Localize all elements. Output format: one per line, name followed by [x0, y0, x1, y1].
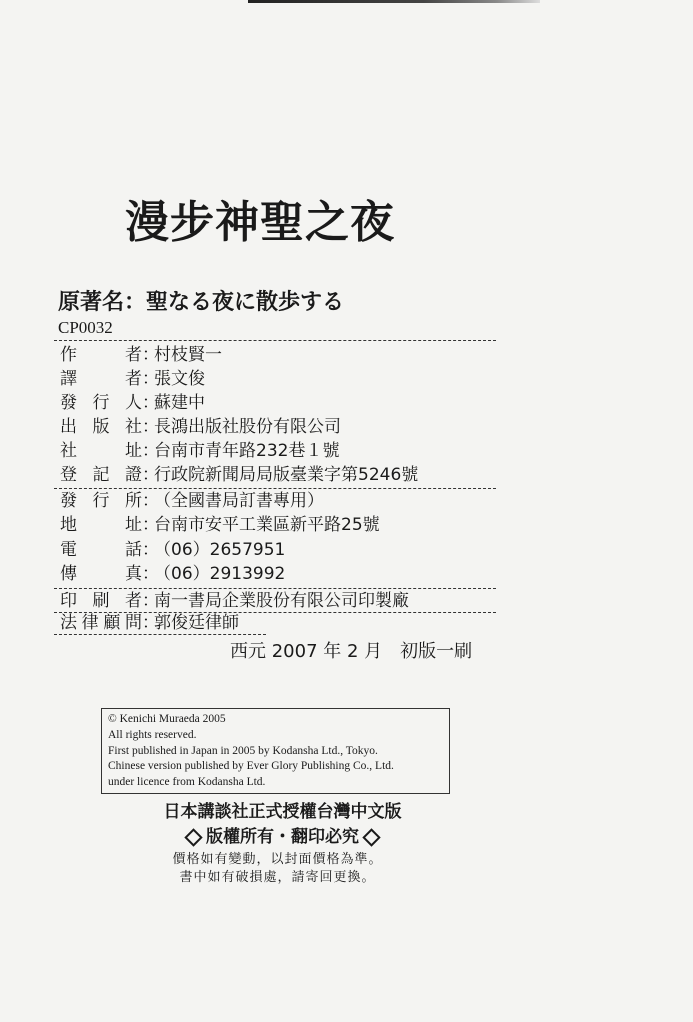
credit-separator: ： — [142, 345, 159, 365]
credit-value: （06）2913992 — [154, 564, 286, 584]
top-edge-bar — [248, 0, 540, 3]
credit-label: 電話 — [60, 540, 142, 560]
credit-separator: ： — [142, 465, 159, 485]
credit-separator: ： — [142, 613, 159, 633]
credit-label: 譯者 — [60, 369, 142, 389]
credit-row-fax — [60, 563, 285, 585]
credit-row-legal-counsel — [60, 612, 239, 634]
credit-value: 台南市安平工業區新平路25號 — [154, 515, 380, 535]
diamond-icon — [184, 828, 202, 846]
price-note: 價格如有變動，以封面價格為準。 — [172, 852, 383, 867]
credit-row-printer — [60, 590, 409, 612]
book-title: 漫步神聖之夜 — [125, 197, 395, 248]
credit-separator: ： — [142, 491, 159, 511]
edition-date: 西元 2007 年 2 月 初版一刷 — [230, 641, 473, 662]
credit-value: 台南市青年路232巷１號 — [154, 441, 340, 461]
credit-label: 出版社 — [60, 417, 142, 437]
copyright-line: First published in Japan in 2005 by Kodansha Ltd., Tokyo. — [108, 744, 378, 757]
credit-row-publisher-person — [60, 392, 205, 414]
credit-separator: ： — [142, 393, 159, 413]
credit-value: 蘇建中 — [154, 393, 205, 413]
credit-row-publisher — [60, 416, 341, 438]
copyright-line: Chinese version published by Ever Glory Publishing Co., Ltd. — [108, 760, 394, 773]
credit-row-company-address — [60, 440, 339, 462]
credit-label: 發行所 — [60, 491, 142, 511]
credit-value: 郭俊廷律師 — [154, 613, 239, 633]
credit-label: 傳真 — [60, 564, 142, 584]
credit-label: 社址 — [60, 441, 142, 461]
credit-separator: ： — [142, 591, 159, 611]
credit-value: 張文俊 — [154, 369, 205, 389]
divider — [54, 340, 496, 341]
credit-row-registration — [60, 464, 418, 486]
credit-label: 登記證 — [60, 465, 142, 485]
credit-separator: ： — [142, 417, 159, 437]
credit-row-author — [60, 344, 222, 366]
copyright-box — [101, 708, 450, 794]
credit-label: 作者 — [60, 345, 142, 365]
credit-separator: ： — [142, 540, 159, 560]
credit-row-distributor — [60, 490, 324, 512]
credit-value: 村枝賢一 — [154, 345, 222, 365]
credit-separator: ： — [142, 515, 159, 535]
copyright-line: All rights reserved. — [108, 728, 197, 741]
divider — [54, 634, 266, 635]
damage-note: 書中如有破損處，請寄回更換。 — [179, 870, 376, 885]
credit-row-phone — [60, 539, 285, 561]
credit-label: 地址 — [60, 515, 142, 535]
credit-value: 行政院新聞局局版臺業字第5246號 — [154, 465, 419, 485]
credit-value: （06）2657951 — [154, 540, 286, 560]
credit-row-address — [60, 514, 380, 536]
rights-reserved-line — [0, 822, 565, 847]
credit-separator: ： — [142, 369, 159, 389]
credit-value: （全國書局訂書專用） — [154, 491, 324, 511]
credit-label: 發行人 — [60, 393, 142, 413]
credit-row-translator — [60, 368, 205, 390]
original-title: 原著名：聖なる夜に散歩する — [58, 290, 345, 315]
credit-label: 法律顧問 — [60, 613, 142, 633]
credit-label: 印刷者 — [60, 591, 142, 611]
copyright-line: © Kenichi Muraeda 2005 — [108, 713, 226, 725]
product-code: CP0032 — [58, 318, 113, 337]
divider — [54, 588, 496, 589]
diamond-icon — [362, 828, 380, 846]
authorization-statement: 日本講談社正式授權台灣中文版 — [163, 802, 402, 822]
divider — [54, 488, 496, 489]
credit-separator: ： — [142, 441, 159, 461]
rights-reserved-text: 版權所有・翻印必究 — [206, 827, 359, 847]
credit-separator: ： — [142, 564, 159, 584]
copyright-line: under licence from Kodansha Ltd. — [108, 776, 266, 789]
credit-value: 長鴻出版社股份有限公司 — [154, 417, 341, 437]
credit-value: 南一書局企業股份有限公司印製廠 — [154, 591, 409, 611]
